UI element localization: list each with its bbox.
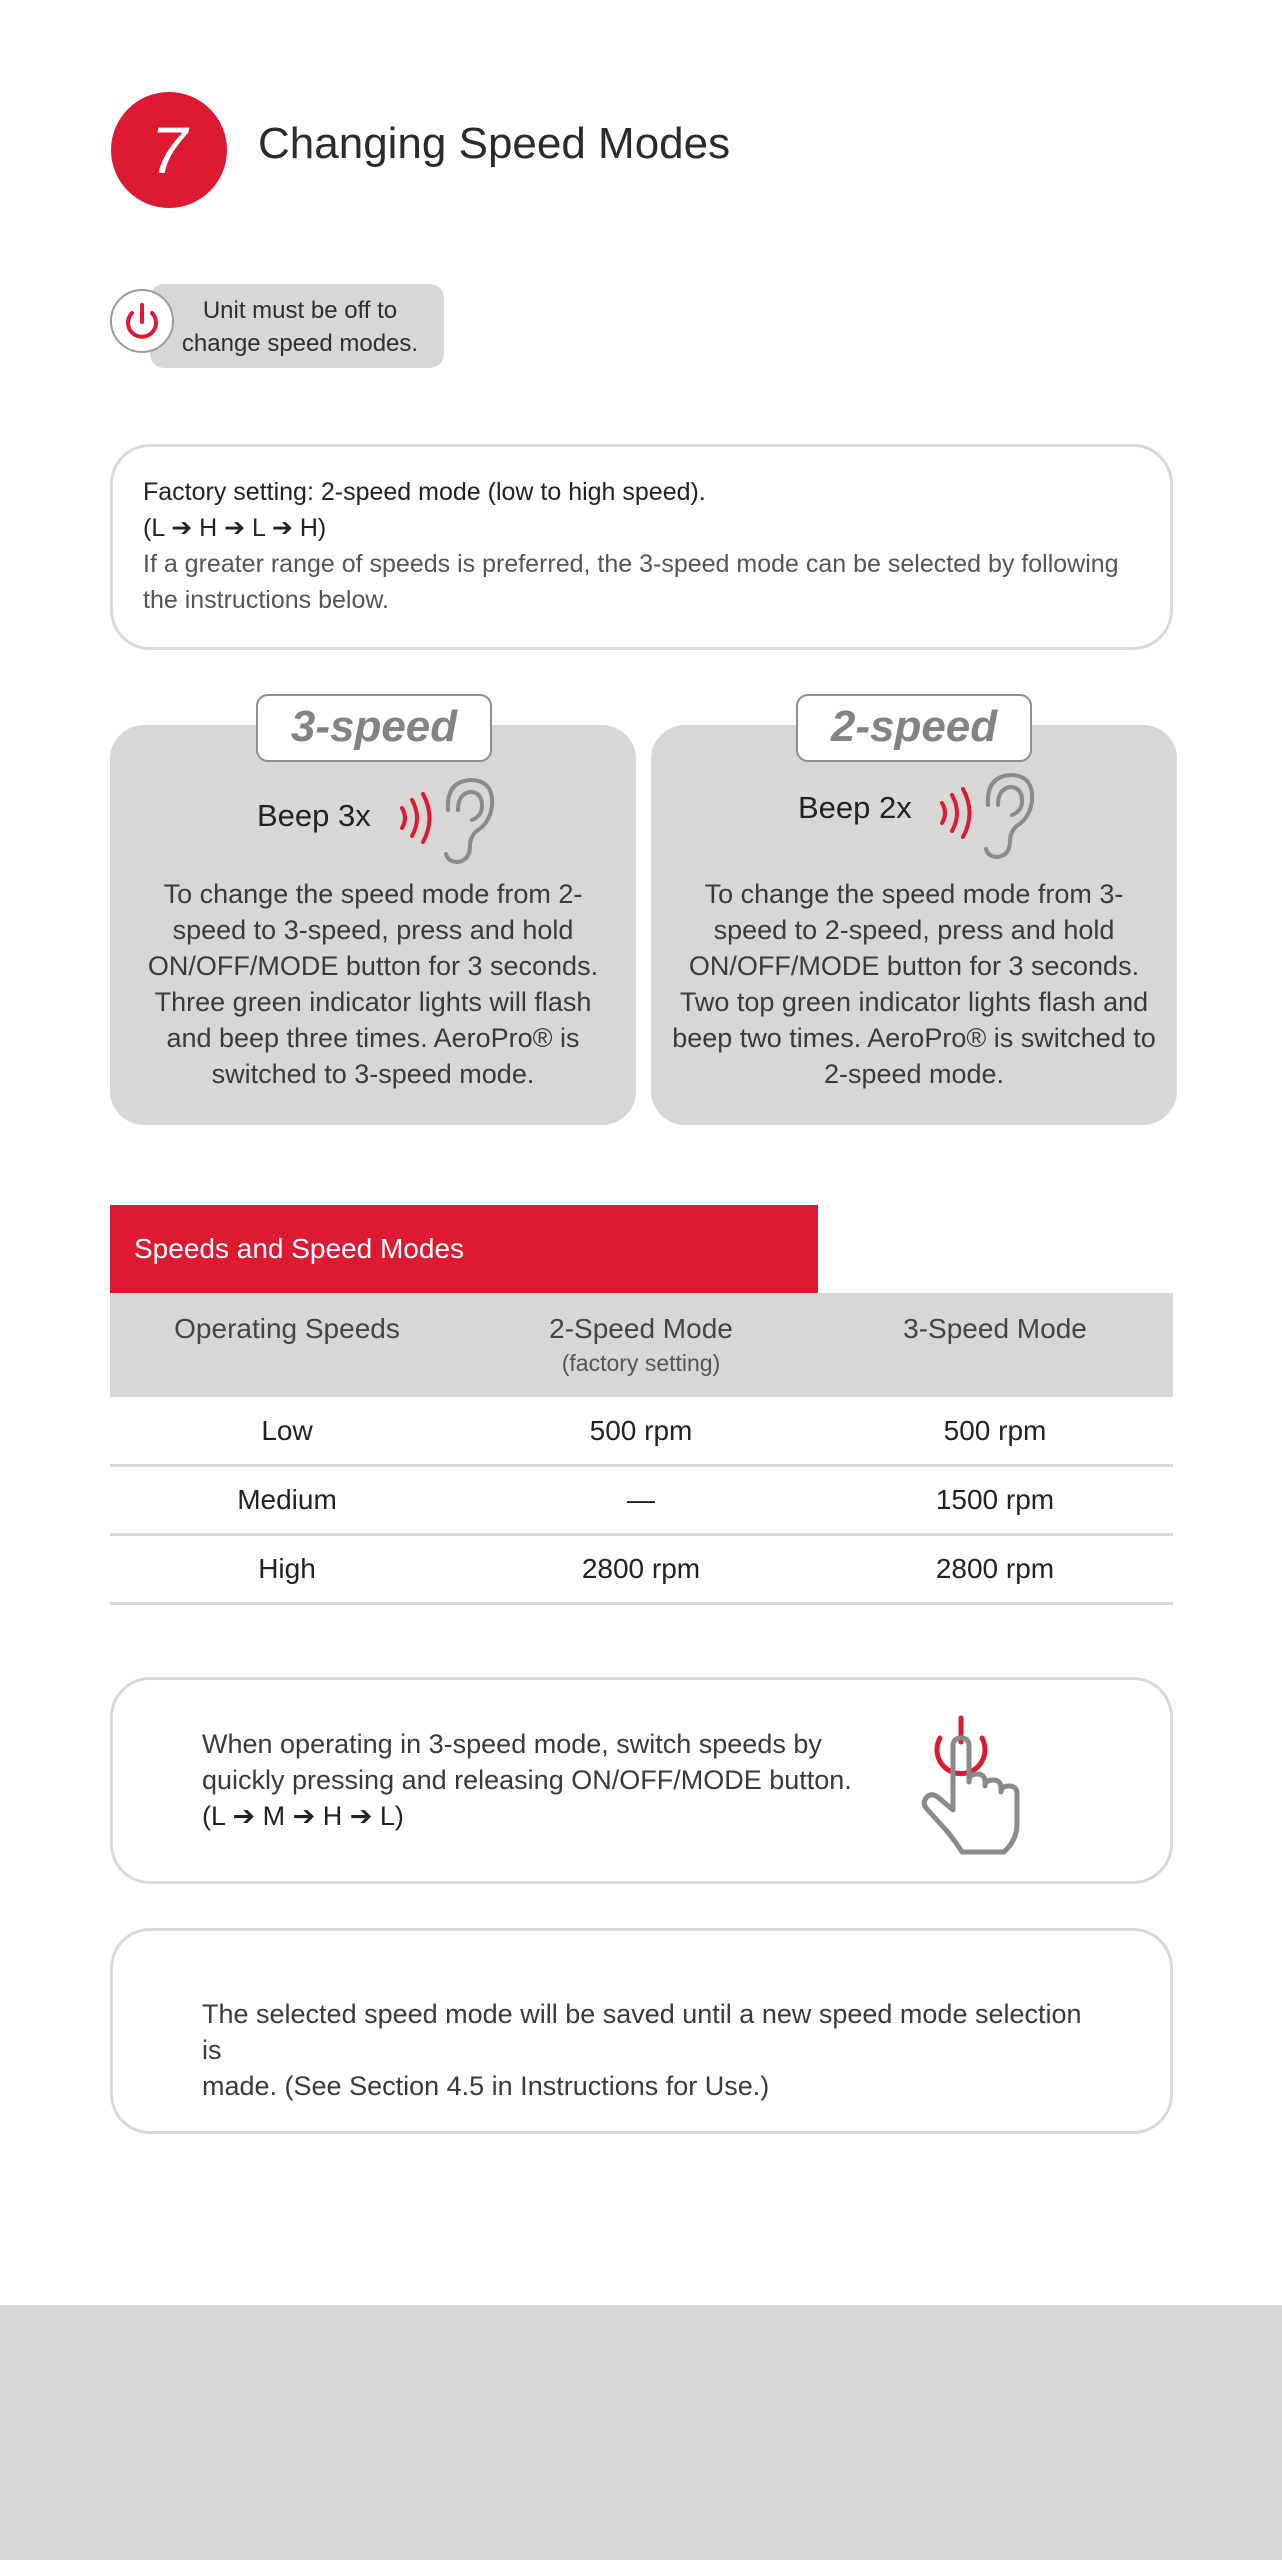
notice-line-1: Unit must be off to	[202, 297, 398, 324]
saved-note-text	[202, 1996, 1102, 2104]
three-speed-body: To change the speed mode from 2-speed to 3-speed, press and hold ON/OFF/MODE button for 3 seconds. Three green indicator lights will flash and beep three times. AeroPro® is switched to 3-speed mode.	[147, 879, 599, 1089]
notice-line-2: change speed modes.	[181, 330, 419, 357]
notice-text	[160, 294, 440, 360]
ear-sound-icon	[396, 770, 506, 870]
two-speed-body: To change the speed mode from 3-speed to 2-speed, press and hold ON/OFF/MODE button for 3 seconds. Two top green indicator lights flash and beep two times. AeroPro® is switched to 2-speed mode.	[672, 879, 1156, 1089]
saved-note-line-2: made. (See Section 4.5 in Instructions for Use.)	[202, 2071, 770, 2101]
factory-setting-text	[143, 474, 1143, 618]
factory-line-1: Factory setting: 2-speed mode (low to high speed).	[143, 478, 706, 506]
mode-switch-line-2: quickly pressing and releasing ON/OFF/MODE button.	[202, 1765, 852, 1795]
factory-line-3: If a greater range of speeds is preferred, the 3-speed mode can be selected by following the instructions below.	[143, 550, 1119, 614]
power-icon	[110, 289, 174, 353]
mode-switch-sequence: (L ➔ M ➔ H ➔ L)	[202, 1801, 404, 1831]
saved-note-line-1: The selected speed mode will be saved until a new speed mode selection is	[202, 1999, 1082, 2065]
table-cell: High	[258, 1553, 316, 1584]
page-title: Changing Speed Modes	[258, 119, 731, 168]
ear-sound-icon	[936, 765, 1046, 865]
mode-switch-line-1: When operating in 3-speed mode, switch speeds by	[202, 1729, 822, 1759]
table-row-divider	[110, 1602, 1173, 1605]
table-header-subtitle: (factory setting)	[561, 1350, 721, 1376]
table-row-divider	[110, 1533, 1173, 1536]
factory-sequence: (L ➔ H ➔ L ➔ H)	[143, 514, 327, 542]
table-cell: Low	[261, 1415, 313, 1446]
table-title: Speeds and Speed Modes	[134, 1233, 465, 1264]
three-speed-beep-label: Beep 3x	[257, 798, 371, 833]
table-header-row	[110, 1293, 1173, 1397]
table-cell: 2800 rpm	[935, 1553, 1055, 1584]
table-header-cell: 2-Speed Mode	[549, 1313, 733, 1344]
table-cell: 1500 rpm	[935, 1484, 1055, 1515]
table-header-cell: 3-Speed Mode	[903, 1313, 1087, 1344]
table-cell: 500 rpm	[943, 1415, 1047, 1446]
two-speed-tag: 2-speed	[796, 694, 1032, 762]
hand-press-power-icon	[912, 1710, 1032, 1860]
table-row-divider	[110, 1464, 1173, 1467]
table-header-cell: Operating Speeds	[174, 1313, 400, 1344]
table-cell: 2800 rpm	[581, 1553, 701, 1584]
table-cell: Medium	[237, 1484, 337, 1515]
mode-switch-text	[202, 1726, 902, 1834]
two-speed-beep-label: Beep 2x	[798, 790, 912, 825]
footer-band	[0, 2305, 1282, 2560]
table-cell: 500 rpm	[589, 1415, 693, 1446]
step-number-badge: 7	[111, 92, 227, 208]
table-cell: —	[627, 1484, 655, 1515]
three-speed-tag: 3-speed	[256, 694, 492, 762]
